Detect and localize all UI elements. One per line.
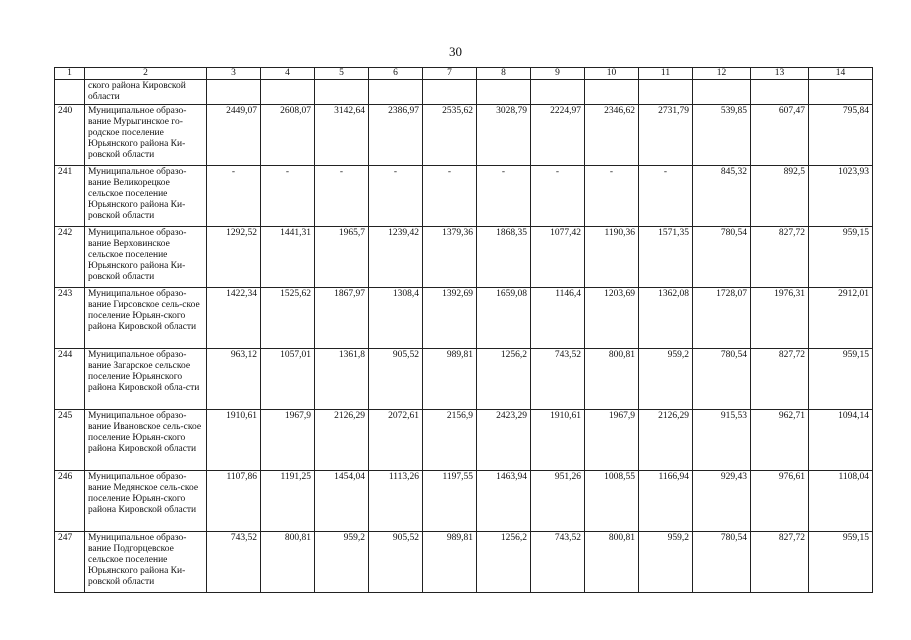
value-cell: 959,15 bbox=[809, 227, 873, 288]
column-header: 10 bbox=[585, 68, 639, 80]
value-cell: 1191,25 bbox=[261, 471, 315, 532]
value-cell: 800,81 bbox=[585, 349, 639, 410]
value-cell: 1441,31 bbox=[261, 227, 315, 288]
municipality-name: Муниципальное образо-вание Великорецкое сельское поселение Юрьянского района Ки-ровской области bbox=[85, 166, 207, 227]
column-header: 5 bbox=[315, 68, 369, 80]
value-cell: 959,15 bbox=[809, 532, 873, 593]
table-row bbox=[55, 105, 873, 166]
table-cell bbox=[207, 80, 261, 105]
value-cell: 2608,07 bbox=[261, 105, 315, 166]
value-cell: 1868,35 bbox=[477, 227, 531, 288]
value-cell: 1967,9 bbox=[585, 410, 639, 471]
municipality-name: ского района Кировской области bbox=[85, 80, 207, 105]
table-row bbox=[55, 166, 873, 227]
value-cell: 1077,42 bbox=[531, 227, 585, 288]
value-cell: 845,32 bbox=[693, 166, 751, 227]
value-cell: 905,52 bbox=[369, 349, 423, 410]
municipality-name: Муниципальное образо-вание Верховинское сельское поселение Юрьянского района Ки-ровской области bbox=[85, 227, 207, 288]
value-cell: 2731,79 bbox=[639, 105, 693, 166]
value-cell: 539,85 bbox=[693, 105, 751, 166]
value-cell: 959,15 bbox=[809, 349, 873, 410]
value-cell: 1256,2 bbox=[477, 532, 531, 593]
value-cell: - bbox=[423, 166, 477, 227]
column-header: 7 bbox=[423, 68, 477, 80]
value-cell: 989,81 bbox=[423, 532, 477, 593]
municipality-name: Муниципальное образо-вание Ивановское сель-ское поселение Юрьян-ского района Кировской области bbox=[85, 410, 207, 471]
value-cell: 1659,08 bbox=[477, 288, 531, 349]
value-cell: 1146,4 bbox=[531, 288, 585, 349]
table-cell bbox=[751, 80, 809, 105]
value-cell: 1094,14 bbox=[809, 410, 873, 471]
value-cell: 1008,55 bbox=[585, 471, 639, 532]
value-cell: 929,43 bbox=[693, 471, 751, 532]
page-number: 30 bbox=[449, 44, 462, 59]
column-header: 6 bbox=[369, 68, 423, 80]
table-cell bbox=[809, 80, 873, 105]
value-cell: 2156,9 bbox=[423, 410, 477, 471]
value-cell: 2912,01 bbox=[809, 288, 873, 349]
row-number: 243 bbox=[55, 288, 85, 349]
continuation-row bbox=[55, 80, 873, 105]
row-number: 247 bbox=[55, 532, 85, 593]
value-cell: 1571,35 bbox=[639, 227, 693, 288]
row-number: 245 bbox=[55, 410, 85, 471]
row-number: 241 bbox=[55, 166, 85, 227]
column-header: 9 bbox=[531, 68, 585, 80]
value-cell: 1976,31 bbox=[751, 288, 809, 349]
value-cell: 976,61 bbox=[751, 471, 809, 532]
value-cell: 2126,29 bbox=[639, 410, 693, 471]
value-cell: 1239,42 bbox=[369, 227, 423, 288]
table-cell bbox=[55, 80, 85, 105]
municipality-name: Муниципальное образо-вание Загарское сельское поселение Юрьянского района Кировской обла-сти bbox=[85, 349, 207, 410]
value-cell: - bbox=[261, 166, 315, 227]
row-number: 244 bbox=[55, 349, 85, 410]
value-cell: 959,2 bbox=[315, 532, 369, 593]
value-cell: 795,84 bbox=[809, 105, 873, 166]
column-header: 12 bbox=[693, 68, 751, 80]
column-header-row bbox=[55, 68, 873, 80]
value-cell: 1965,7 bbox=[315, 227, 369, 288]
column-header: 2 bbox=[85, 68, 207, 80]
value-cell: 827,72 bbox=[751, 532, 809, 593]
table-cell bbox=[423, 80, 477, 105]
value-cell: 1256,2 bbox=[477, 349, 531, 410]
value-cell: 1910,61 bbox=[207, 410, 261, 471]
value-cell: 951,26 bbox=[531, 471, 585, 532]
value-cell: 2423,29 bbox=[477, 410, 531, 471]
municipality-name: Муниципальное образо-вание Подгорцевское сельское поселение Юрьянского района Ки-ровской области bbox=[85, 532, 207, 593]
value-cell: 1463,94 bbox=[477, 471, 531, 532]
value-cell: 989,81 bbox=[423, 349, 477, 410]
value-cell: 1910,61 bbox=[531, 410, 585, 471]
row-number: 240 bbox=[55, 105, 85, 166]
column-header: 3 bbox=[207, 68, 261, 80]
value-cell: 1057,01 bbox=[261, 349, 315, 410]
value-cell: 2346,62 bbox=[585, 105, 639, 166]
table-row bbox=[55, 227, 873, 288]
row-number: 246 bbox=[55, 471, 85, 532]
table-cell bbox=[369, 80, 423, 105]
value-cell: 743,52 bbox=[531, 349, 585, 410]
value-cell: 1967,9 bbox=[261, 410, 315, 471]
value-cell: 959,2 bbox=[639, 349, 693, 410]
table-row bbox=[55, 288, 873, 349]
column-header: 11 bbox=[639, 68, 693, 80]
value-cell: 905,52 bbox=[369, 532, 423, 593]
value-cell: - bbox=[585, 166, 639, 227]
value-cell: - bbox=[531, 166, 585, 227]
value-cell: 2535,62 bbox=[423, 105, 477, 166]
value-cell: 800,81 bbox=[585, 532, 639, 593]
table-cell bbox=[639, 80, 693, 105]
value-cell: 2449,07 bbox=[207, 105, 261, 166]
value-cell: 780,54 bbox=[693, 532, 751, 593]
value-cell: 607,47 bbox=[751, 105, 809, 166]
value-cell: 1108,04 bbox=[809, 471, 873, 532]
value-cell: 1113,26 bbox=[369, 471, 423, 532]
column-header: 1 bbox=[55, 68, 85, 80]
table-cell bbox=[261, 80, 315, 105]
table-row bbox=[55, 349, 873, 410]
value-cell: 1361,8 bbox=[315, 349, 369, 410]
value-cell: 1362,08 bbox=[639, 288, 693, 349]
value-cell: 1023,93 bbox=[809, 166, 873, 227]
column-header: 13 bbox=[751, 68, 809, 80]
data-table bbox=[54, 67, 873, 593]
value-cell: 962,71 bbox=[751, 410, 809, 471]
table-cell bbox=[693, 80, 751, 105]
table-cell bbox=[315, 80, 369, 105]
column-header: 4 bbox=[261, 68, 315, 80]
table-cell bbox=[585, 80, 639, 105]
table-row bbox=[55, 471, 873, 532]
municipality-name: Муниципальное образо-вание Мурыгинское го-родское поселение Юрьянского района Ки-ровской области bbox=[85, 105, 207, 166]
value-cell: 1107,86 bbox=[207, 471, 261, 532]
value-cell: 743,52 bbox=[531, 532, 585, 593]
row-number: 242 bbox=[55, 227, 85, 288]
column-header: 8 bbox=[477, 68, 531, 80]
value-cell: 827,72 bbox=[751, 349, 809, 410]
value-cell: - bbox=[207, 166, 261, 227]
value-cell: 1392,69 bbox=[423, 288, 477, 349]
value-cell: 780,54 bbox=[693, 349, 751, 410]
value-cell: - bbox=[639, 166, 693, 227]
value-cell: 1190,36 bbox=[585, 227, 639, 288]
value-cell: 1197,55 bbox=[423, 471, 477, 532]
value-cell: 963,12 bbox=[207, 349, 261, 410]
value-cell: 959,2 bbox=[639, 532, 693, 593]
value-cell: - bbox=[477, 166, 531, 227]
table-cell bbox=[477, 80, 531, 105]
value-cell: 3142,64 bbox=[315, 105, 369, 166]
value-cell: 1525,62 bbox=[261, 288, 315, 349]
value-cell: 1379,36 bbox=[423, 227, 477, 288]
value-cell: 2224,97 bbox=[531, 105, 585, 166]
value-cell: - bbox=[369, 166, 423, 227]
value-cell: 800,81 bbox=[261, 532, 315, 593]
value-cell: 1166,94 bbox=[639, 471, 693, 532]
value-cell: 892,5 bbox=[751, 166, 809, 227]
value-cell: 2126,29 bbox=[315, 410, 369, 471]
value-cell: 827,72 bbox=[751, 227, 809, 288]
value-cell: 915,53 bbox=[693, 410, 751, 471]
value-cell: 780,54 bbox=[693, 227, 751, 288]
value-cell: 1867,97 bbox=[315, 288, 369, 349]
value-cell: 1422,34 bbox=[207, 288, 261, 349]
value-cell: - bbox=[315, 166, 369, 227]
column-header: 14 bbox=[809, 68, 873, 80]
table-row bbox=[55, 532, 873, 593]
municipality-name: Муниципальное образо-вание Гирсовское сель-ское поселение Юрьян-ского района Кировской области bbox=[85, 288, 207, 349]
municipality-name: Муниципальное образо-вание Медянское сель-ское поселение Юрьян-ского района Кировской области bbox=[85, 471, 207, 532]
table-row bbox=[55, 410, 873, 471]
value-cell: 3028,79 bbox=[477, 105, 531, 166]
value-cell: 1728,07 bbox=[693, 288, 751, 349]
value-cell: 743,52 bbox=[207, 532, 261, 593]
value-cell: 1292,52 bbox=[207, 227, 261, 288]
value-cell: 1454,04 bbox=[315, 471, 369, 532]
table-cell bbox=[531, 80, 585, 105]
value-cell: 2072,61 bbox=[369, 410, 423, 471]
value-cell: 1203,69 bbox=[585, 288, 639, 349]
value-cell: 2386,97 bbox=[369, 105, 423, 166]
value-cell: 1308,4 bbox=[369, 288, 423, 349]
